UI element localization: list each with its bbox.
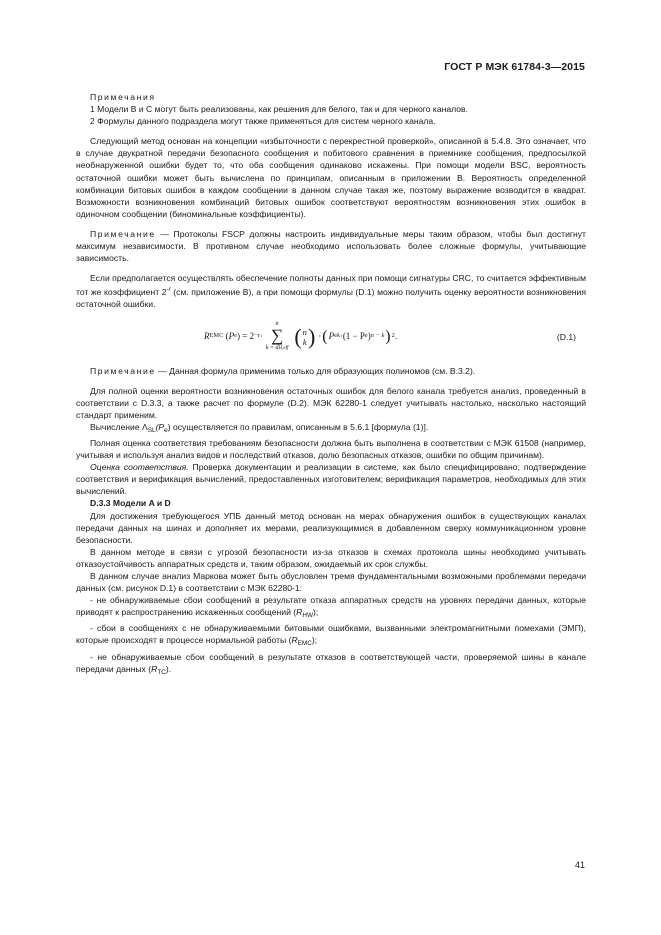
crc-text-b: (см. приложение B), а при помощи формулы (D.1) можно получить оценку вероятности возникновения остаточной ошибки. <box>76 287 586 310</box>
note-label: Примечание <box>90 365 156 376</box>
binom-top: n <box>302 326 307 337</box>
note-item-1: 1 Модели B и C могут быть реализованы, как решения для белого, так и для черного каналов. <box>90 104 468 115</box>
sum-bottom: k = d <box>265 345 279 351</box>
formula-outer-sup: 2 <box>391 332 395 340</box>
formula-d1 <box>76 317 586 357</box>
paragraph-fault-tolerance: В данном методе в связи с угрозой безопасности из-за отказов в схемах протокола шины необходимо учитывать отказоустойчивость аппаратных средств и, таким образом, ожидаемый их срок службы. <box>76 546 586 569</box>
list-symbol: R <box>296 607 303 618</box>
list-item-tc <box>76 651 586 679</box>
note-text: — Данная формула применима только для образующих полиномов (см. B.3.2). <box>155 365 476 376</box>
sum-top: n <box>275 321 279 327</box>
formula-big-paren-open: ( <box>322 327 328 345</box>
binom-right-paren: ) <box>307 323 316 349</box>
formula-one-minus: (1 − P <box>342 331 365 342</box>
lambda-text-a: Вычисление Λ <box>90 421 148 432</box>
lambda-text-c: ) осуществляется по правилам, описанным в 5.6.1 [формула (1)]. <box>167 421 429 432</box>
paragraph-crc <box>76 272 586 310</box>
lambda-text-b: (P <box>155 421 165 432</box>
conformity-text: Проверка документации и реализации в системе, как было специфицировано; подтверждение соответствия и верификация вычислений, предоставленных изготовителем; верификация параметров, необходимых для этих вычислений. <box>76 462 586 497</box>
document-header: ГОСТ Р МЭК 61784-3—2015 <box>444 61 585 73</box>
list-symbol-sub: TC <box>157 668 166 676</box>
paragraph-safety-assessment: Полная оценка соответствия требованиям безопасности должна быть выполнена в соответствии с МЭК 61508 (например, учитывая и используя анализ видов и последствий отказов, долю безопасных отказов, ошибки по общим причинам). <box>76 437 586 461</box>
section-title: D.3.3 Модели A и D <box>90 498 171 509</box>
note-polynomials <box>76 365 586 377</box>
list-text: - не обнаруживаемые сбои сообщений в результате отказа аппаратных средств на уровнях передачи данных, которые приводят к распространению искаженных сообщений ( <box>76 595 586 618</box>
paragraph-lambda <box>76 421 586 437</box>
note-item-2: 2 Формулы данного подраздела могут также применяться для систем черного канала. <box>90 116 436 127</box>
note-fscp <box>76 228 586 264</box>
formula-one-minus-sub: e <box>364 332 368 340</box>
formula-big-paren-close: ) <box>385 327 391 345</box>
note-label: Примечание <box>90 228 156 239</box>
formula-pe-sub: e <box>334 332 337 340</box>
list-symbol: R <box>151 663 158 674</box>
lambda-sub: SL <box>147 426 156 434</box>
formula-tail: . <box>394 331 398 342</box>
formula-sum <box>266 320 289 353</box>
list-text: - не обнаруживаемые сбои сообщений в результате отказов в соответствующей части, проверяемой шины в канале передачи данных ( <box>76 651 586 674</box>
formula-paren-open: ( <box>223 331 229 342</box>
list-end: ); <box>311 635 318 646</box>
note-text: — Протоколы FSCP должны настроить индивидуальные меры таким образом, чтобы был достигнут максимум независимости. В противном случае необходимо использовать более сложные формулы, учитывающие зависимость. <box>76 228 586 264</box>
paragraph-conformity <box>76 461 586 497</box>
formula-dot-3: · <box>339 331 343 342</box>
list-end: ). <box>165 663 172 674</box>
formula-pe: P <box>328 331 335 342</box>
conformity-label: Оценка соответствия. <box>90 462 189 473</box>
list-text: - сбои в сообщениях с не обнаруживаемыми битовыми ошибками, вызванными электромагнитными помехами (ЭМП), которые происходят в процессе нормальной работы ( <box>76 623 586 646</box>
formula-arg-sub: e <box>234 332 237 340</box>
paragraph-models-ad: Для достижения требующегося УПБ данный метод основан на мерах обнаружения ошибок в существующих каналах передачи данных на шинах и дополняет их мерами, реализующимися в добавленном сверху коммуникационном уровне безопасности. <box>76 510 586 545</box>
crc-text-a: Если предполагается осуществлять обеспечение полноты данных при помощи сигнатуры CRC, то считается эффективным тот же коэффициент 2 <box>76 273 586 298</box>
list-symbol-sub: EMC <box>297 640 312 648</box>
list-end: ); <box>313 607 319 618</box>
sum-bottom-wrap <box>266 344 289 353</box>
page-number: 41 <box>574 860 585 870</box>
lambda-pe-sub: e <box>164 426 168 434</box>
formula-coef-sup: −r <box>254 332 260 340</box>
crc-exponent: -r <box>166 286 171 294</box>
sigma-icon: ∑ <box>270 326 284 345</box>
sum-bottom-sub: H,eff <box>278 346 289 351</box>
list-symbol: R <box>291 635 298 646</box>
formula-lhs-symbol: R <box>204 331 210 342</box>
list-item-emc <box>76 622 586 650</box>
formula-coef: = 2 <box>242 331 255 342</box>
paragraph-cross-check: Следующий метод основан на концепции «избыточности с перекрестной проверкой», описанной в 5.4.8. Это означает, что в случае двукратной передачи безопасного сообщения и побитового сравнения в приемнике сообщения, предпосылкой необнаруженной ошибки будет то, что оба сообщения одинаково искажены. При помощи модели BSC, вероятность остаточной ошибки может быть вычислена по принципам, описанным в приложении B. Вероятность определенной комбинации битовых ошибок в каждом сообщении в данном случае такая же, поэтому выражение возводится в квадрат. Возможности возникновения комбинаций битовых ошибок соответствуют вероятностям возникновения этих ошибок в одиночном сообщении (биноминальные коэффициенты). <box>76 136 586 219</box>
formula-pe-sup: k <box>336 332 340 340</box>
formula-binomial <box>294 323 316 349</box>
list-symbol-sub: HW <box>302 612 314 620</box>
formula-expression <box>204 317 397 357</box>
binom-bottom: k <box>302 336 307 347</box>
paragraph-markov: В данном случае анализ Маркова может быть обусловлен тремя фундаментальными возможными проблемами передачи данных (см. рисунок D.1) в соответствии с МЭК 62280-1: <box>76 571 586 594</box>
binom-left-paren: ( <box>294 323 302 349</box>
formula-one-minus-sup: n − k <box>370 332 385 340</box>
list-item-hw <box>76 594 586 622</box>
formula-paren-close: ) <box>236 331 243 342</box>
formula-one-minus-close: ) <box>367 331 371 342</box>
notes-title: Примечания <box>90 92 156 102</box>
formula-dot-2: · <box>318 331 322 342</box>
equation-number: (D.1) <box>556 331 576 342</box>
page-body <box>76 91 586 679</box>
paragraph-white-channel: Для полной оценки вероятности возникновения остаточных ошибок для белого канала требуется анализ, проведенный в соответствии с D.3.3, а также расчет по формуле (D.2). МЭК 62280-1 следует учитывать настолько, насколько настоящий стандарт применим. <box>76 385 586 420</box>
formula-lhs-sub: EMC <box>209 332 224 340</box>
formula-dot-1: · <box>259 331 263 342</box>
formula-arg: P <box>228 331 235 342</box>
